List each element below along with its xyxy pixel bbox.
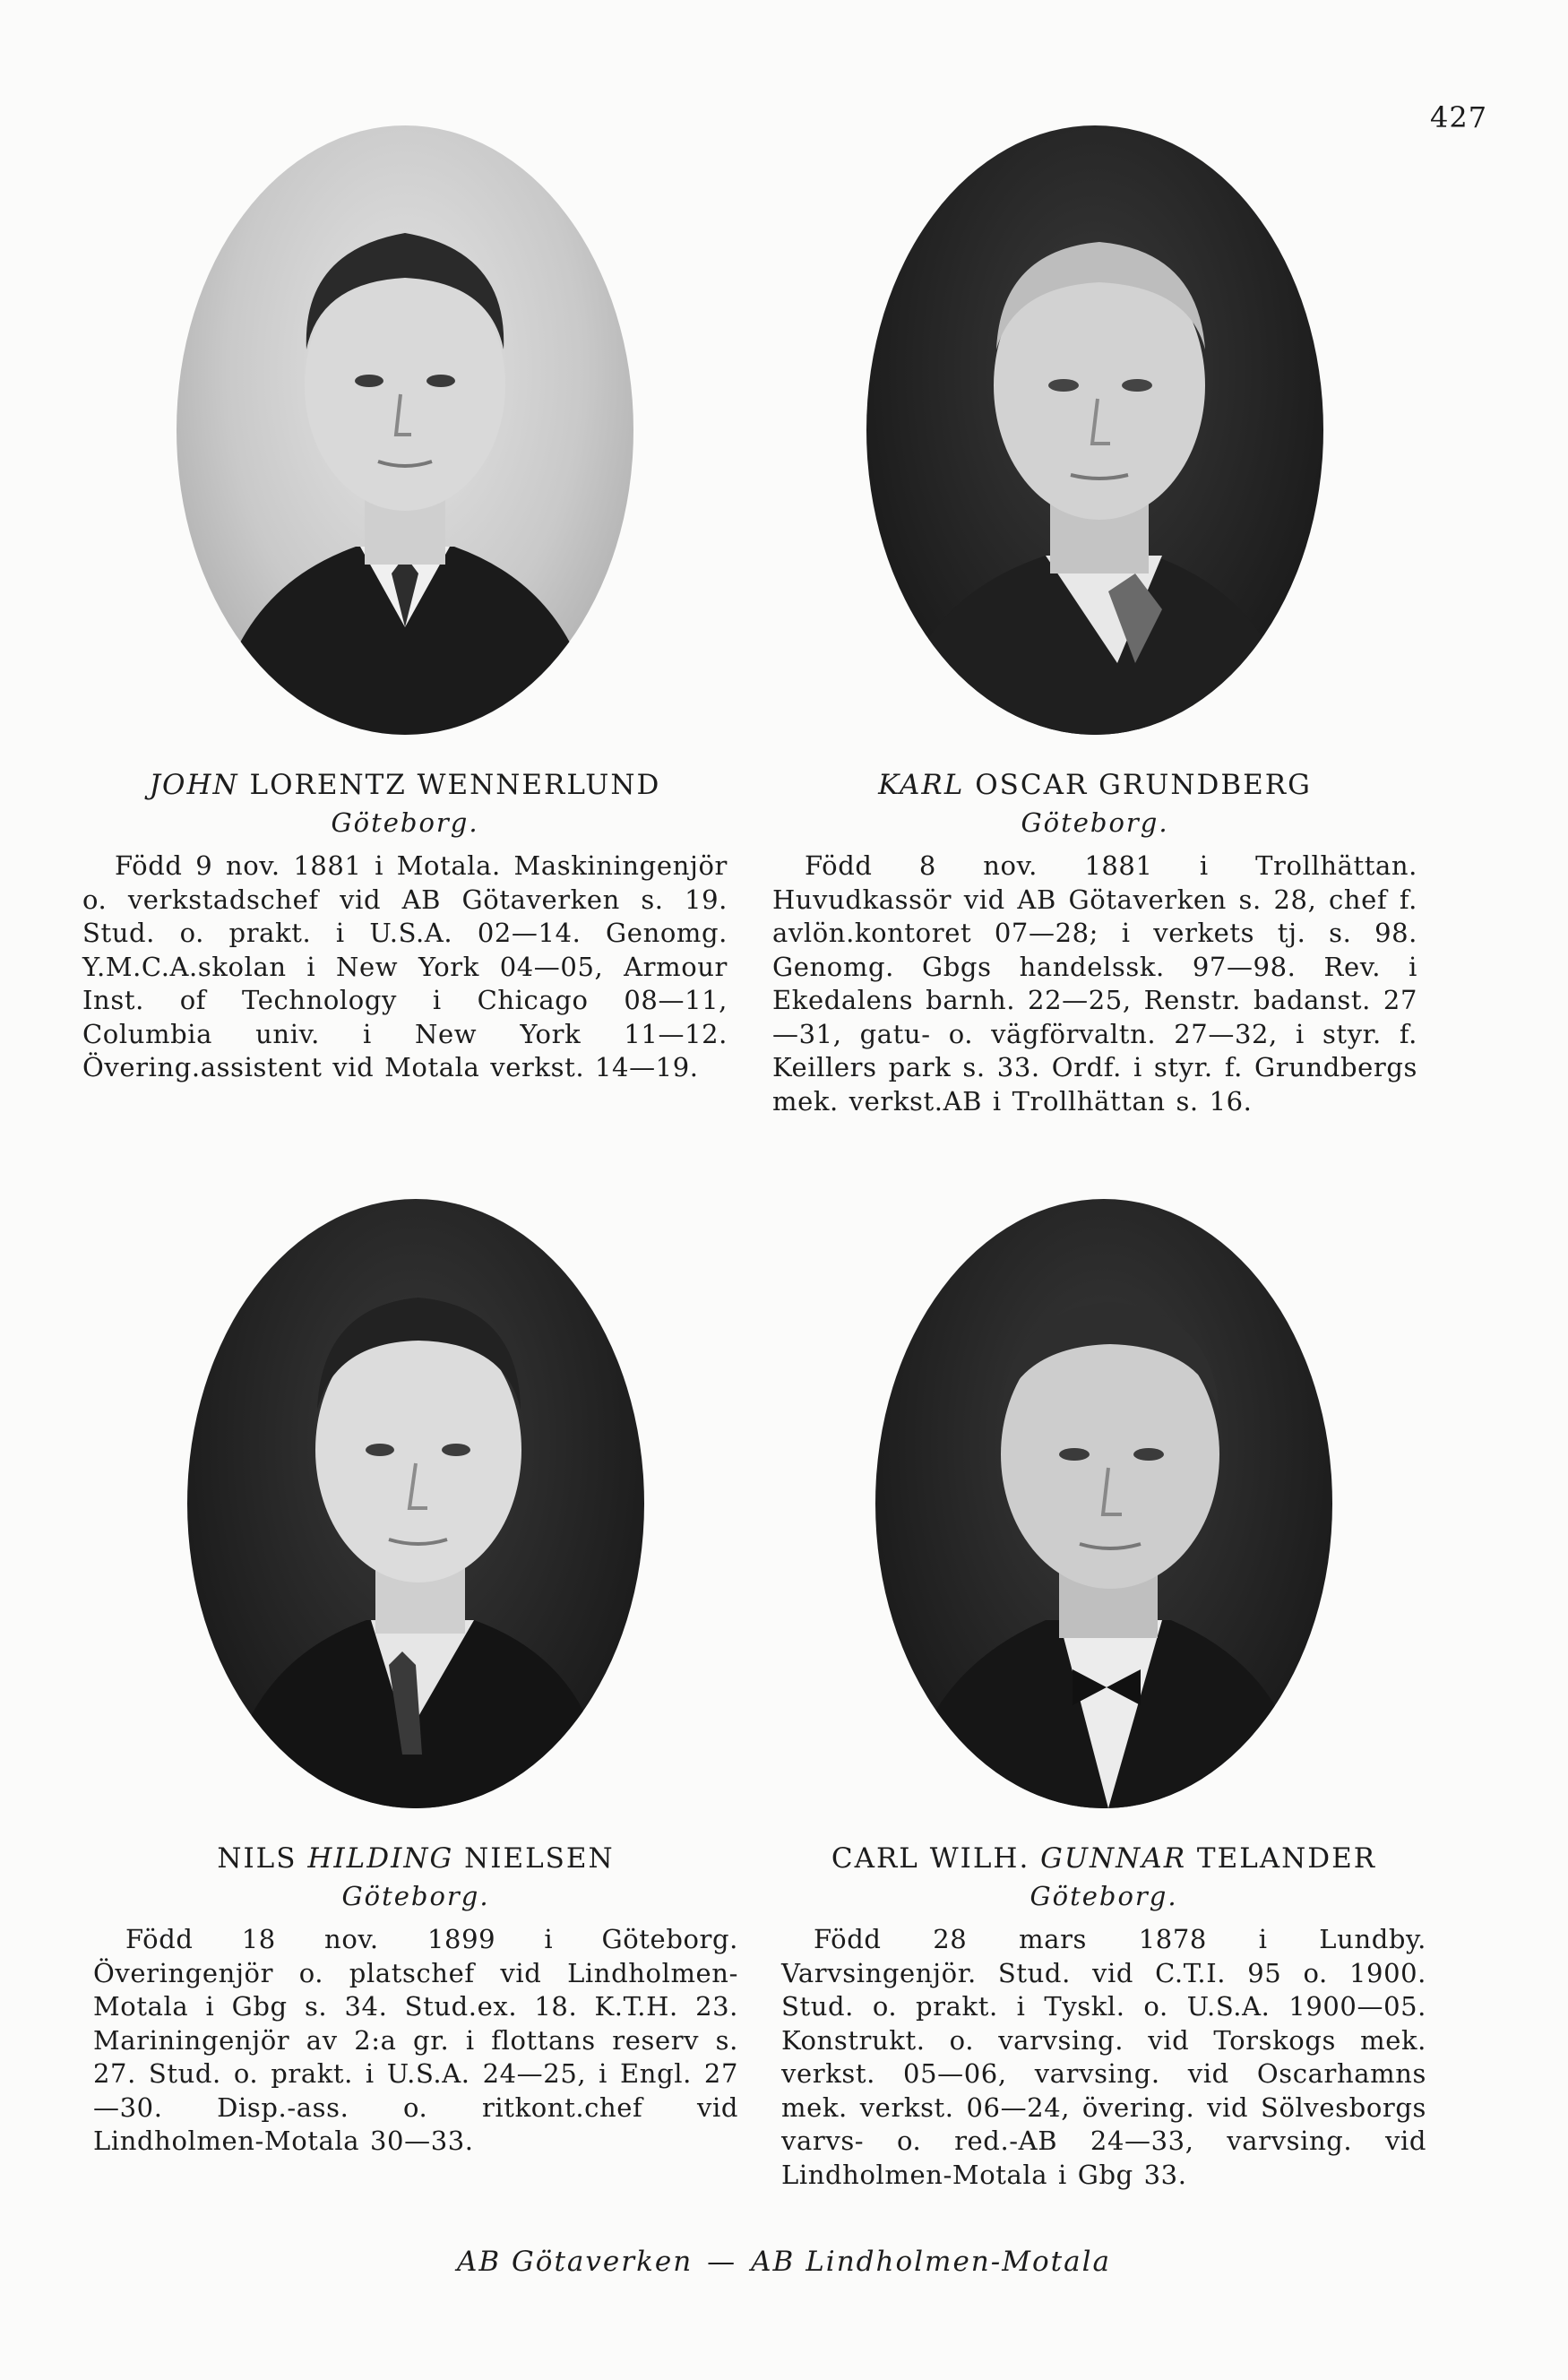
city: Göteborg. bbox=[1021, 807, 1169, 838]
portrait-figure bbox=[875, 1199, 1332, 1808]
page-number: 427 bbox=[1430, 100, 1488, 134]
city: Göteborg. bbox=[1030, 1881, 1178, 1911]
portrait-photo bbox=[177, 125, 633, 735]
biography-entry bbox=[93, 1199, 738, 2159]
portrait-figure bbox=[187, 1199, 644, 1808]
biography-text: Född 8 nov. 1881 i Trollhättan. Huvudkassör vid AB Götaverken s. 28, chef f. avlön.kontoret 07—28; i verkets tj. s. 98. Genomg. Gbgs handelssk. 97—98. Rev. i Ekedalens barnh. 22—25, Renstr. badanst. 27—31, gatu- o. vägförvaltn. 27—32, i styr. f. Keillers park s. 33. Ordf. i styr. f. Grundbergs mek. verkst.AB i Trollhättan s. 16. bbox=[772, 850, 1417, 1117]
person-name: JOHN LORENTZ WENNERLUND bbox=[149, 769, 661, 801]
person-name: NILS HILDING NIELSEN bbox=[217, 1842, 615, 1875]
footer-company-left: AB Götaverken bbox=[457, 2246, 694, 2278]
biography-entry bbox=[772, 125, 1417, 1118]
portrait-figure bbox=[866, 125, 1323, 735]
biography-text: Född 28 mars 1878 i Lundby. Varvsingenjör. Stud. vid C.T.I. 95 o. 1900. Stud. o. prakt. i Tyskl. o. U.S.A. 1900—05. Konstrukt. o. varvsing. vid Torskogs mek. verkst. 05—06, varvsing. vid Oscarhamns mek. verkst. 06—24, övering. vid Sölvesborgs varvs- o. red.-AB 24—33, varvsing. vid Lindholmen-Motala i Gbg 33. bbox=[781, 1924, 1426, 2190]
portrait-photo bbox=[875, 1199, 1332, 1808]
person-name: CARL WILH. GUNNAR TELANDER bbox=[831, 1842, 1377, 1875]
portrait-photo bbox=[187, 1199, 644, 1808]
biography-text: Född 18 nov. 1899 i Göteborg. Överingenjör o. platschef vid Lindholmen-Motala i Gbg s. 34. Stud.ex. 18. K.T.H. 23. Mariningenjör av 2:a gr. i flottans reserv s. 27. Stud. o. prakt. i U.S.A. 24—25, i Engl. 27—30. Disp.-ass. o. ritkont.chef vid Lindholmen-Motala 30—33. bbox=[93, 1924, 738, 2156]
portrait-photo bbox=[866, 125, 1323, 735]
person-name: KARL OSCAR GRUNDBERG bbox=[878, 769, 1312, 801]
biography-text: Född 9 nov. 1881 i Motala. Maskiningenjör o. verkstadschef vid AB Götaverken s. 19. Stud. o. prakt. i U.S.A. 02—14. Genomg. Y.M.C.A.skolan i New York 04—05, Armour Inst. of Technology i Chicago 08—11, Columbia univ. i New York 11—12. Övering.assistent vid Motala verkst. 14—19. bbox=[82, 850, 728, 1082]
page-footer bbox=[0, 2246, 1568, 2278]
footer-company-right: AB Lindholmen-Motala bbox=[751, 2246, 1111, 2278]
biography-entry bbox=[781, 1199, 1426, 2192]
biography-entry bbox=[82, 125, 728, 1085]
city: Göteborg. bbox=[341, 1881, 490, 1911]
city: Göteborg. bbox=[331, 807, 479, 838]
footer-separator: — bbox=[707, 2246, 737, 2278]
portrait-figure bbox=[177, 125, 633, 735]
